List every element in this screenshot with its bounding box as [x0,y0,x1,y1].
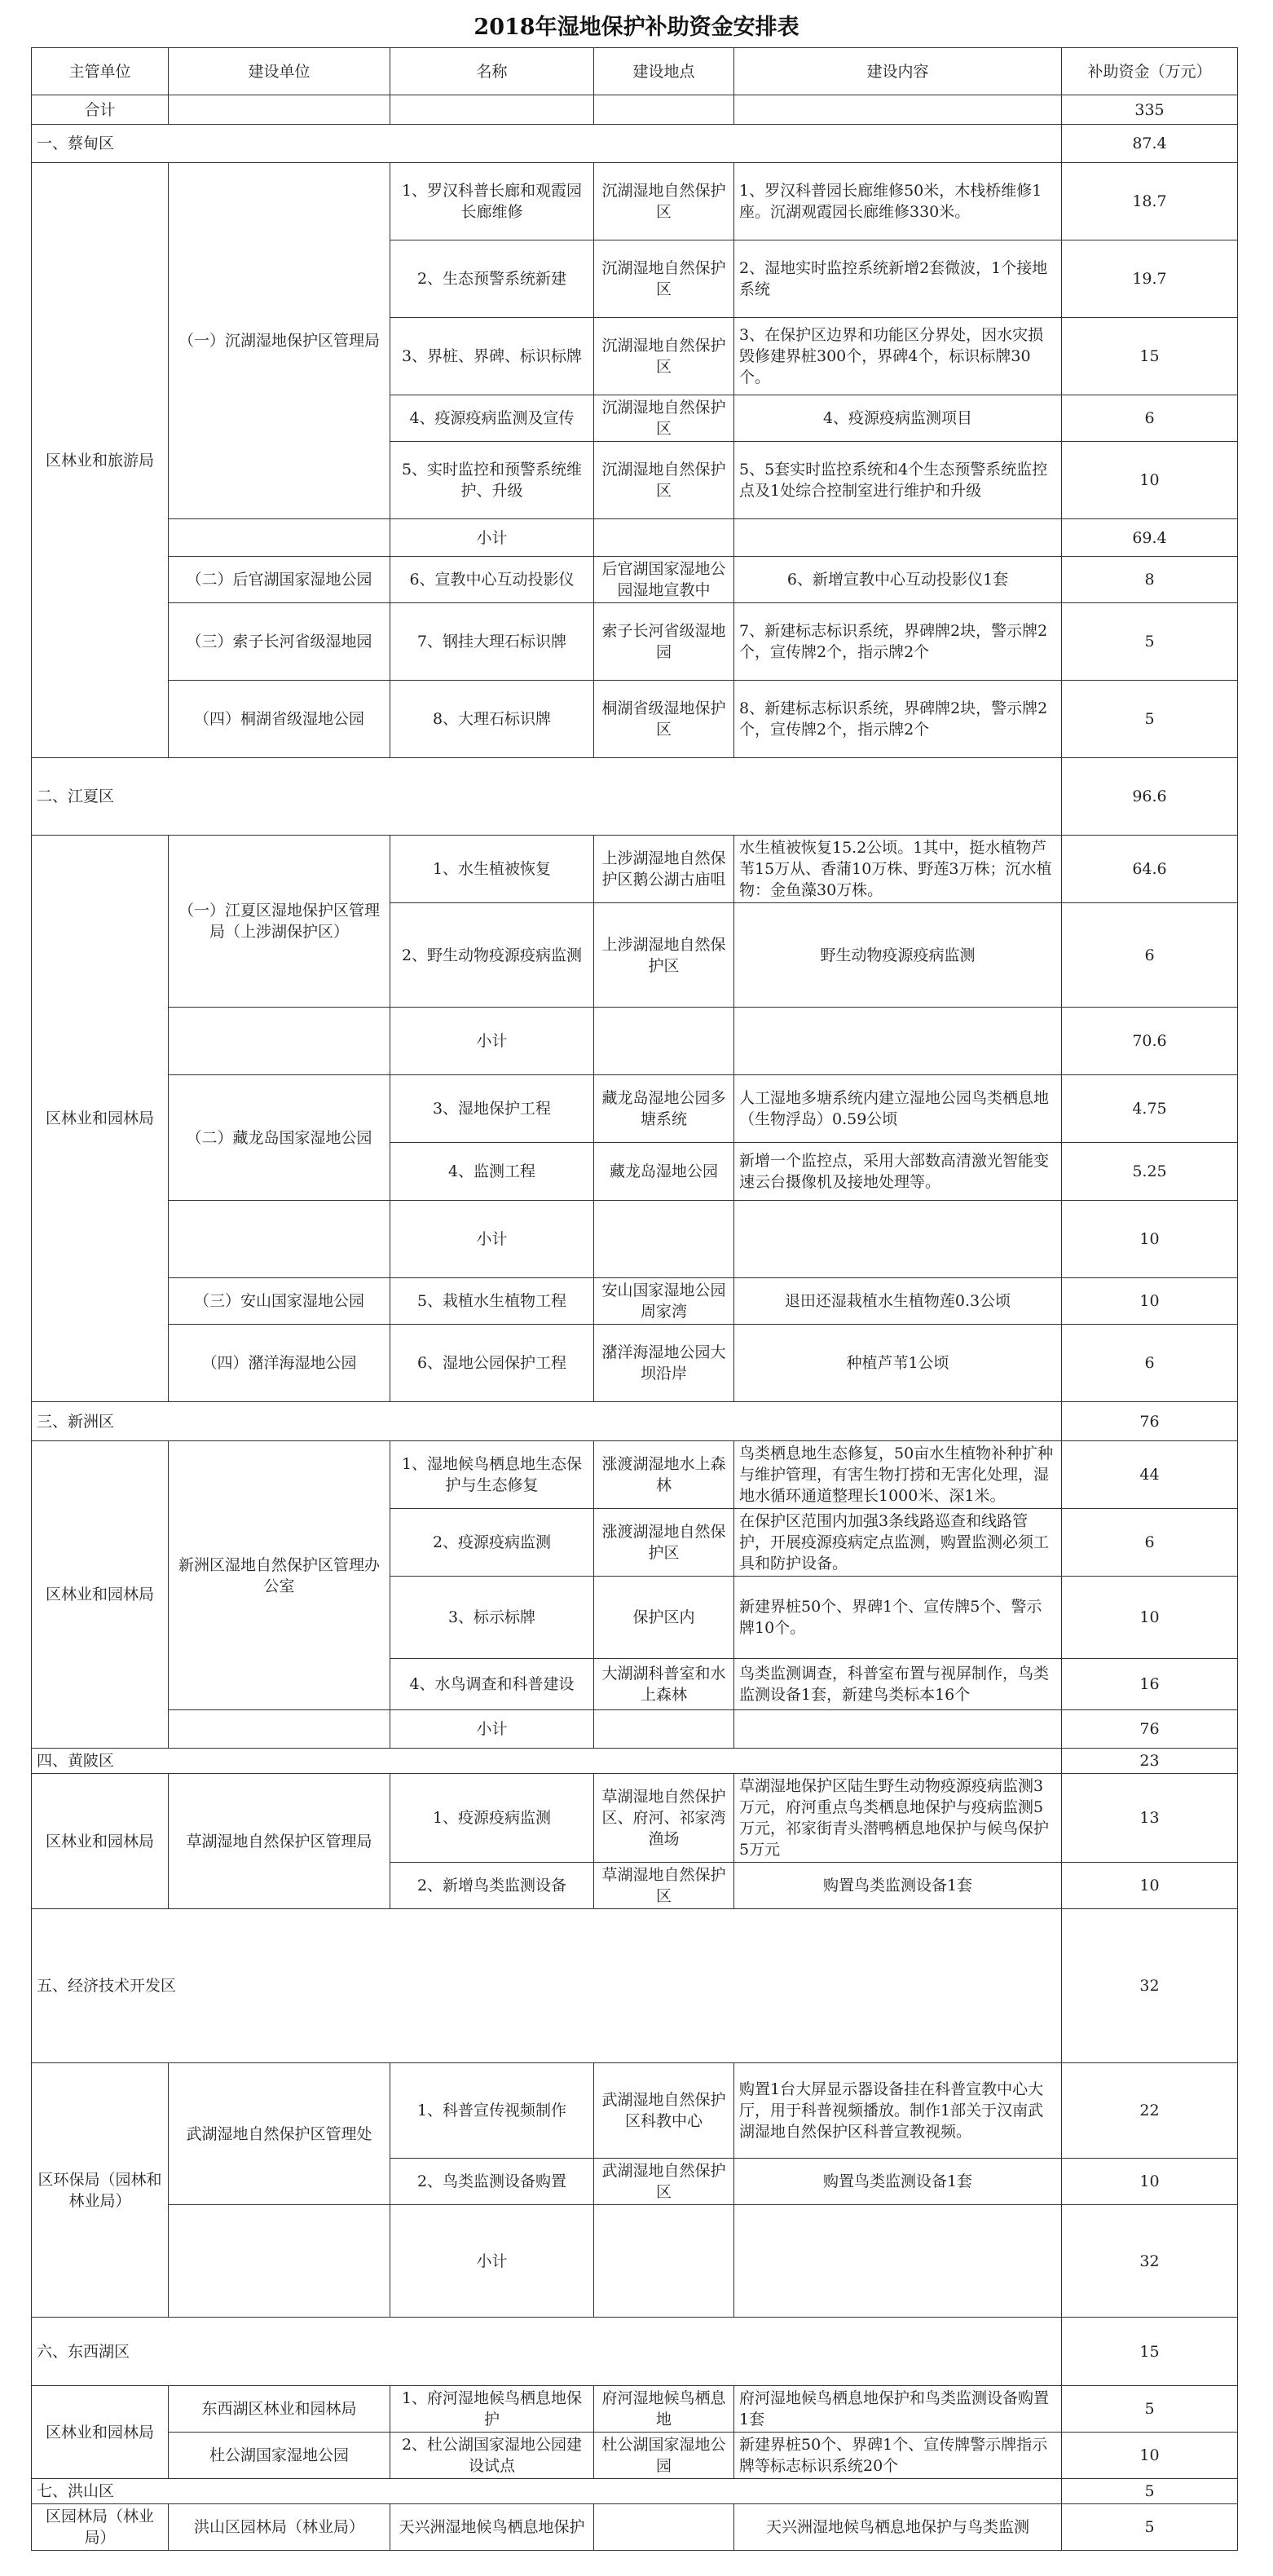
project-name: 1、疫源疫病监测 [390,1774,594,1863]
subtotal-row [32,1008,1238,1075]
empty-cell [594,1008,734,1075]
empty-cell [594,1710,734,1749]
project-amount: 10 [1062,2159,1238,2205]
project-name: 7、钢挂大理石标识牌 [390,603,594,681]
project-content: 府河湿地候鸟栖息地保护和鸟类监测设备购置1套 [734,2386,1062,2433]
district-row [32,1749,1238,1774]
table-row [32,681,1238,758]
project-content: 5、5套实时监控系统和4个生态预警系统监控点及1处综合控制室进行维护和升级 [734,442,1062,519]
subtotal-amount: 70.6 [1062,1008,1238,1075]
project-location: 沉湖湿地自然保护区 [594,395,734,442]
subtotal-amount: 32 [1062,2205,1238,2318]
district-row [32,125,1238,163]
project-location: 武湖湿地自然保护区科教中心 [594,2063,734,2159]
authority-cell: 区林业和园林局 [32,2386,169,2479]
district-amount: 96.6 [1062,758,1238,836]
project-location: 沉湖湿地自然保护区 [594,240,734,318]
project-amount: 5 [1062,2504,1238,2551]
table-row [32,1774,1238,1863]
funding-table [31,47,1238,2551]
district-amount: 23 [1062,1749,1238,1774]
authority-cell: 区林业和园林局 [32,836,169,1402]
project-location: 武湖湿地自然保护区 [594,2159,734,2205]
table-row [32,2386,1238,2433]
project-name: 4、水鸟调查和科普建设 [390,1659,594,1710]
project-location: 沉湖湿地自然保护区 [594,163,734,240]
project-location: 府河湿地候鸟栖息地 [594,2386,734,2433]
project-name: 天兴洲湿地候鸟栖息地保护 [390,2504,594,2551]
empty-cell [734,1008,1062,1075]
project-amount: 10 [1062,2433,1238,2479]
project-amount: 6 [1062,1325,1238,1402]
district-title: 三、新洲区 [32,1402,1062,1441]
empty-cell [594,1201,734,1278]
project-content: 鸟类栖息地生态修复，50亩水生植物补种扩种与维护管理，有害生物打捞和无害化处理，湿地水循环通道整理长1000米、深1米。 [734,1441,1062,1509]
project-content: 购置鸟类监测设备1套 [734,2159,1062,2205]
project-location: 后官湖国家湿地公园湿地宣教中 [594,557,734,603]
empty-cell [594,519,734,557]
project-location: 安山国家湿地公园周家湾 [594,1278,734,1325]
district-title: 五、经济技术开发区 [32,1909,1062,2063]
project-location: 涨渡湖湿地水上森林 [594,1441,734,1509]
authority-cell: 区林业和园林局 [32,1774,169,1909]
project-content: 新增一个监控点，采用大部数高清激光智能变速云台摄像机及接地处理等。 [734,1143,1062,1201]
empty-cell [169,519,390,557]
project-name: 2、杜公湖国家湿地公园建设试点 [390,2433,594,2479]
project-location: 藏龙岛湿地公园 [594,1143,734,1201]
project-content: 新建界桩50个、界碑1个、宣传牌警示牌指示牌等标志标识系统20个 [734,2433,1062,2479]
project-location: 沉湖湿地自然保护区 [594,442,734,519]
subtotal-label: 小计 [390,519,594,557]
project-name: 3、界桩、界碑、标识标牌 [390,318,594,395]
table-row [32,2504,1238,2551]
subtotal-row [32,1710,1238,1749]
table-row [32,1441,1238,1509]
project-amount: 15 [1062,318,1238,395]
project-location: 潴洋海湿地公园大坝沿岸 [594,1325,734,1402]
project-location: 索子长河省级湿地园 [594,603,734,681]
column-header: 补助资金（万元） [1062,48,1238,95]
district-title: 一、蔡甸区 [32,125,1062,163]
total-amount: 335 [1062,95,1238,125]
district-row [32,2318,1238,2386]
empty-cell [734,2205,1062,2318]
empty-cell [734,1201,1062,1278]
empty-cell [734,519,1062,557]
column-header: 建设内容 [734,48,1062,95]
table-row [32,2063,1238,2159]
subtotal-label: 小计 [390,1201,594,1278]
project-name: 1、湿地候鸟栖息地生态保护与生态修复 [390,1441,594,1509]
district-title: 二、江夏区 [32,758,1062,836]
table-row [32,163,1238,240]
unit-cell: （四）潴洋海湿地公园 [169,1325,390,1402]
project-amount: 6 [1062,903,1238,1008]
table-row [32,836,1238,903]
empty-cell [169,1201,390,1278]
project-name: 4、监测工程 [390,1143,594,1201]
column-header: 建设单位 [169,48,390,95]
project-name: 2、鸟类监测设备购置 [390,2159,594,2205]
project-amount: 8 [1062,557,1238,603]
project-name: 3、湿地保护工程 [390,1075,594,1143]
unit-cell: 杜公湖国家湿地公园 [169,2433,390,2479]
column-header: 建设地点 [594,48,734,95]
project-name: 2、野生动物疫源疫病监测 [390,903,594,1008]
subtotal-label: 小计 [390,1008,594,1075]
project-location: 草湖湿地自然保护区 [594,1863,734,1909]
empty-cell [594,95,734,125]
project-amount: 5.25 [1062,1143,1238,1201]
unit-cell: 草湖湿地自然保护区管理局 [169,1774,390,1909]
empty-cell [169,1710,390,1749]
unit-cell: 新洲区湿地自然保护区管理办公室 [169,1441,390,1710]
project-content: 天兴洲湿地候鸟栖息地保护与鸟类监测 [734,2504,1062,2551]
project-name: 1、罗汉科普长廊和观霞园长廊维修 [390,163,594,240]
project-amount: 5 [1062,2386,1238,2433]
district-amount: 15 [1062,2318,1238,2386]
document-title: 2018年湿地保护补助资金安排表 [474,14,799,40]
project-content: 6、新增宣教中心互动投影仪1套 [734,557,1062,603]
unit-cell: （四）桐湖省级湿地公园 [169,681,390,758]
empty-cell [390,95,594,125]
unit-cell: 洪山区园林局（林业局） [169,2504,390,2551]
total-label: 合计 [32,95,169,125]
project-amount: 16 [1062,1659,1238,1710]
subtotal-row [32,519,1238,557]
project-name: 1、科普宣传视频制作 [390,2063,594,2159]
project-location: 大湖湖科普室和水上森林 [594,1659,734,1710]
authority-cell: 区林业和旅游局 [32,163,169,758]
project-name: 1、府河湿地候鸟栖息地保护 [390,2386,594,2433]
subtotal-amount: 76 [1062,1710,1238,1749]
project-amount: 18.7 [1062,163,1238,240]
project-location [594,2504,734,2551]
table-row [32,2433,1238,2479]
project-location: 草湖湿地自然保护区、府河、祁家湾渔场 [594,1774,734,1863]
authority-cell: 区园林局（林业局） [32,2504,169,2551]
authority-cell: 区环保局（园林和林业局） [32,2063,169,2318]
project-name: 6、宣教中心互动投影仪 [390,557,594,603]
project-amount: 19.7 [1062,240,1238,318]
project-content: 购置1台大屏显示器设备挂在科普宣教中心大厅，用于科普视频播放。制作1部关于汉南武湖湿地自然保护区科普宣教视频。 [734,2063,1062,2159]
project-amount: 5 [1062,603,1238,681]
empty-cell [169,1008,390,1075]
project-name: 5、栽植水生植物工程 [390,1278,594,1325]
project-amount: 6 [1062,395,1238,442]
project-location: 上涉湖湿地自然保护区 [594,903,734,1008]
district-row [32,1402,1238,1441]
project-location: 杜公湖国家湿地公园 [594,2433,734,2479]
project-location: 上涉湖湿地自然保护区鹅公湖古庙咀 [594,836,734,903]
project-name: 5、实时监控和预警系统维护、升级 [390,442,594,519]
project-content: 草湖湿地保护区陆生野生动物疫源疫病监测3万元，府河重点鸟类栖息地保护与疫病监测5万元，祁家街青头潜鸭栖息地保护与候鸟保护5万元 [734,1774,1062,1863]
project-amount: 13 [1062,1774,1238,1863]
project-amount: 10 [1062,442,1238,519]
project-name: 2、生态预警系统新建 [390,240,594,318]
unit-cell: 武湖湿地自然保护区管理处 [169,2063,390,2205]
project-content: 水生植被恢复15.2公顷。1其中，挺水植物芦苇15万从、香蒲10万株、野莲3万株；沉水植物：金鱼藻30万株。 [734,836,1062,903]
district-row [32,1909,1238,2063]
project-content: 8、新建标志标识系统，界碑牌2块，警示牌2个，宣传牌2个，指示牌2个 [734,681,1062,758]
empty-cell [169,2205,390,2318]
table-row [32,557,1238,603]
project-location: 涨渡湖湿地自然保护区 [594,1509,734,1577]
project-location: 桐湖省级湿地保护区 [594,681,734,758]
unit-cell: （二）藏龙岛国家湿地公园 [169,1075,390,1201]
column-header: 名称 [390,48,594,95]
project-content: 2、湿地实时监控系统新增2套微波，1个接地系统 [734,240,1062,318]
project-name: 3、标示标牌 [390,1577,594,1659]
project-amount: 10 [1062,1278,1238,1325]
district-amount: 5 [1062,2479,1238,2504]
project-content: 新建界桩50个、界碑1个、宣传牌5个、警示牌10个。 [734,1577,1062,1659]
total-row [32,95,1238,125]
project-amount: 5 [1062,681,1238,758]
project-content: 在保护区范围内加强3条线路巡查和线路管护，开展疫源疫病定点监测，购置监测必须工具和防护设备。 [734,1509,1062,1577]
district-amount: 76 [1062,1402,1238,1441]
project-content: 4、疫源疫病监测项目 [734,395,1062,442]
district-amount: 87.4 [1062,125,1238,163]
project-name: 8、大理石标识牌 [390,681,594,758]
project-amount: 44 [1062,1441,1238,1509]
project-amount: 4.75 [1062,1075,1238,1143]
subtotal-row [32,1201,1238,1278]
unit-cell: （三）安山国家湿地公园 [169,1278,390,1325]
unit-cell: （一）沉湖湿地保护区管理局 [169,163,390,519]
empty-cell [594,2205,734,2318]
project-amount: 10 [1062,1577,1238,1659]
project-content: 3、在保护区边界和功能区分界处，因水灾损毁修建界桩300个，界碑4个，标识标牌30个。 [734,318,1062,395]
unit-cell: （一）江夏区湿地保护区管理局（上涉湖保护区） [169,836,390,1008]
project-name: 2、新增鸟类监测设备 [390,1863,594,1909]
authority-cell: 区林业和园林局 [32,1441,169,1749]
project-content: 退田还湿栽植水生植物莲0.3公顷 [734,1278,1062,1325]
project-location: 保护区内 [594,1577,734,1659]
subtotal-label: 小计 [390,2205,594,2318]
unit-cell: 东西湖区林业和园林局 [169,2386,390,2433]
project-location: 沉湖湿地自然保护区 [594,318,734,395]
project-content: 7、新建标志标识系统，界碑牌2块，警示牌2个，宣传牌2个，指示牌2个 [734,603,1062,681]
column-header: 主管单位 [32,48,169,95]
project-name: 2、疫源疫病监测 [390,1509,594,1577]
subtotal-row [32,2205,1238,2318]
unit-cell: （二）后官湖国家湿地公园 [169,557,390,603]
subtotal-amount: 10 [1062,1201,1238,1278]
district-title: 六、东西湖区 [32,2318,1062,2386]
project-location: 藏龙岛湿地公园多塘系统 [594,1075,734,1143]
project-amount: 6 [1062,1509,1238,1577]
district-title: 七、洪山区 [32,2479,1062,2504]
table-row [32,1278,1238,1325]
project-content: 野生动物疫源疫病监测 [734,903,1062,1008]
district-amount: 32 [1062,1909,1238,2063]
empty-cell [169,95,390,125]
project-name: 6、湿地公园保护工程 [390,1325,594,1402]
project-content: 鸟类监测调查，科普室布置与视屏制作，鸟类监测设备1套，新建鸟类标本16个 [734,1659,1062,1710]
project-name: 4、疫源疫病监测及宣传 [390,395,594,442]
project-name: 1、水生植被恢复 [390,836,594,903]
table-row [32,1325,1238,1402]
project-amount: 64.6 [1062,836,1238,903]
unit-cell: （三）索子长河省级湿地园 [169,603,390,681]
table-header-row [32,48,1238,95]
project-amount: 10 [1062,1863,1238,1909]
project-content: 1、罗汉科普园长廊维修50米，木栈桥维修1座。沉湖观霞园长廊维修330米。 [734,163,1062,240]
district-title: 四、黄陂区 [32,1749,1062,1774]
district-row [32,758,1238,836]
subtotal-label: 小计 [390,1710,594,1749]
table-row [32,603,1238,681]
subtotal-amount: 69.4 [1062,519,1238,557]
project-content: 购置鸟类监测设备1套 [734,1863,1062,1909]
district-row [32,2479,1238,2504]
empty-cell [734,95,1062,125]
table-row [32,1075,1238,1143]
project-content: 人工湿地多塘系统内建立湿地公园鸟类栖息地（生物浮岛）0.59公顷 [734,1075,1062,1143]
project-content: 种植芦苇1公顷 [734,1325,1062,1402]
project-amount: 22 [1062,2063,1238,2159]
empty-cell [734,1710,1062,1749]
